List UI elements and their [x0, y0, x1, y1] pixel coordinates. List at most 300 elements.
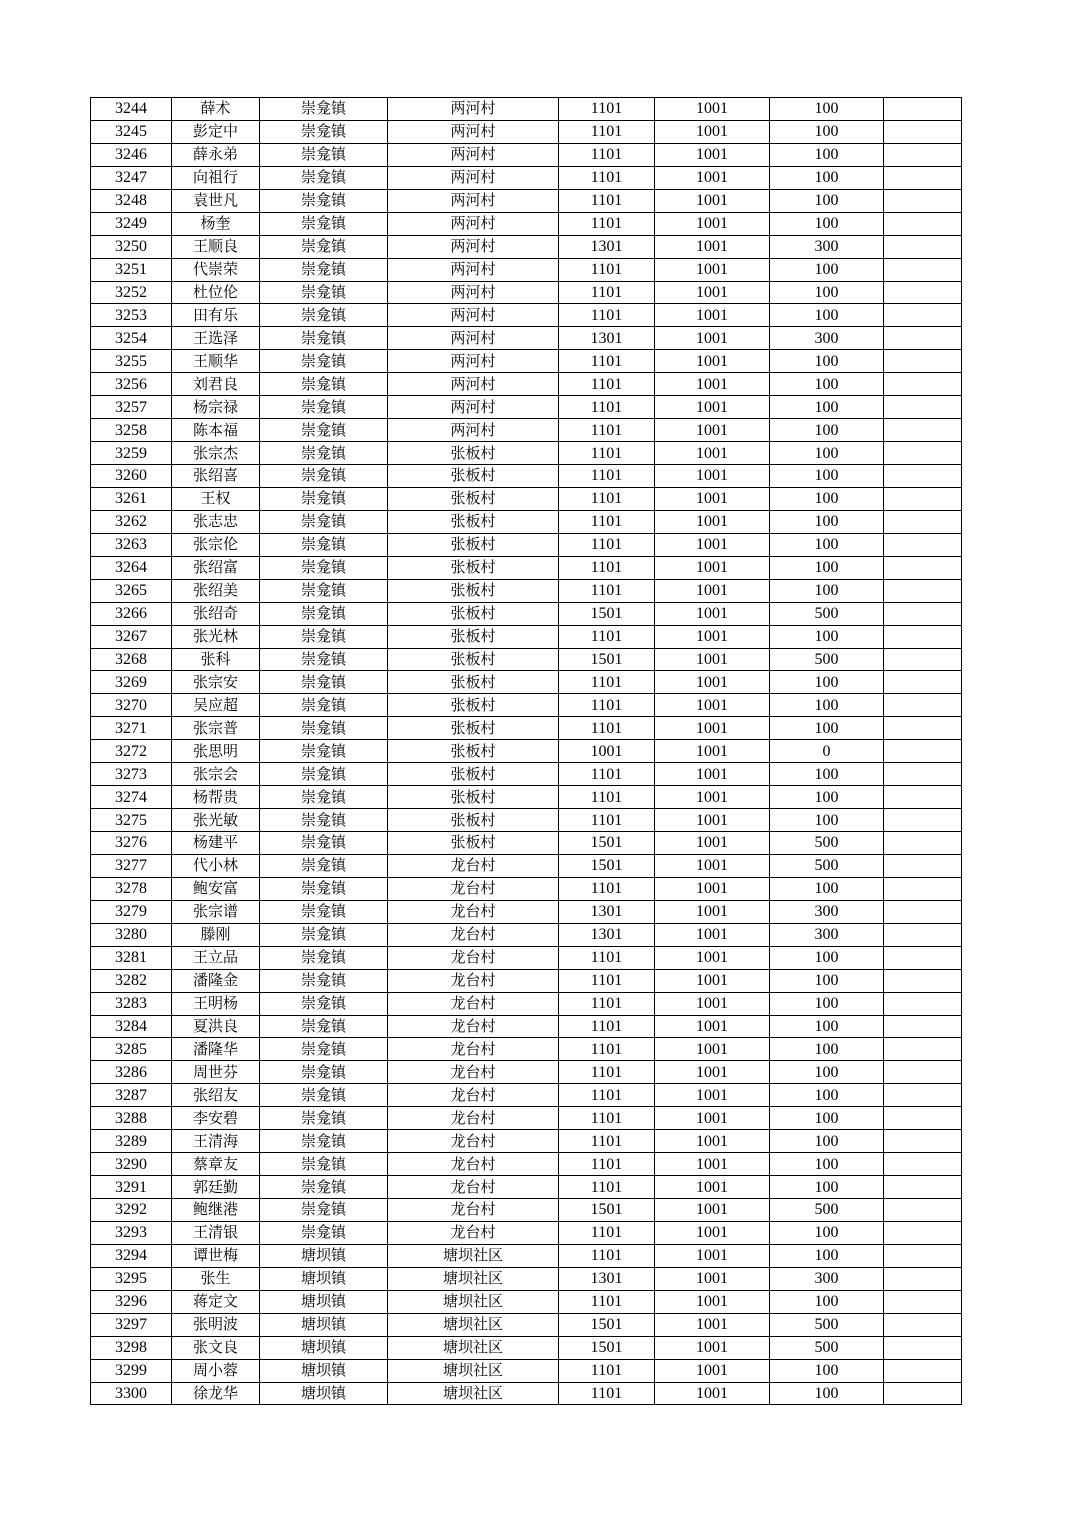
serial-number-cell: 3271 [91, 717, 172, 740]
code-a-cell: 1501 [559, 1199, 655, 1222]
table-row [91, 694, 962, 717]
code-a-cell: 1501 [559, 854, 655, 877]
town-cell: 塘坝镇 [260, 1336, 388, 1359]
town-cell: 崇龛镇 [260, 166, 388, 189]
code-a-cell: 1101 [559, 625, 655, 648]
amount-cell: 500 [770, 1313, 884, 1336]
code-a-cell: 1101 [559, 786, 655, 809]
remark-cell [884, 304, 962, 327]
code-b-cell: 1001 [655, 1038, 770, 1061]
amount-cell: 100 [770, 556, 884, 579]
village-cell: 两河村 [388, 235, 559, 258]
serial-number-cell: 3277 [91, 854, 172, 877]
serial-number-cell: 3244 [91, 98, 172, 121]
table-row [91, 396, 962, 419]
village-cell: 张板村 [388, 442, 559, 465]
village-cell: 龙台村 [388, 1176, 559, 1199]
amount-cell: 100 [770, 465, 884, 488]
table-row [91, 1221, 962, 1244]
amount-cell: 100 [770, 1015, 884, 1038]
table-row [91, 832, 962, 855]
remark-cell [884, 327, 962, 350]
remark-cell [884, 212, 962, 235]
code-a-cell: 1301 [559, 235, 655, 258]
name-cell: 杜位伦 [172, 281, 260, 304]
amount-cell: 100 [770, 1130, 884, 1153]
serial-number-cell: 3279 [91, 900, 172, 923]
amount-cell: 100 [770, 533, 884, 556]
town-cell: 崇龛镇 [260, 235, 388, 258]
code-b-cell: 1001 [655, 396, 770, 419]
remark-cell [884, 1313, 962, 1336]
code-b-cell: 1001 [655, 1359, 770, 1382]
code-a-cell: 1101 [559, 350, 655, 373]
serial-number-cell: 3248 [91, 189, 172, 212]
code-a-cell: 1101 [559, 579, 655, 602]
village-cell: 龙台村 [388, 1107, 559, 1130]
town-cell: 崇龛镇 [260, 327, 388, 350]
serial-number-cell: 3254 [91, 327, 172, 350]
town-cell: 塘坝镇 [260, 1244, 388, 1267]
amount-cell: 100 [770, 786, 884, 809]
table-row [91, 258, 962, 281]
name-cell: 陈本福 [172, 419, 260, 442]
amount-cell: 100 [770, 373, 884, 396]
code-b-cell: 1001 [655, 854, 770, 877]
town-cell: 崇龛镇 [260, 648, 388, 671]
serial-number-cell: 3281 [91, 946, 172, 969]
village-cell: 塘坝社区 [388, 1382, 559, 1405]
name-cell: 薛永弟 [172, 143, 260, 166]
remark-cell [884, 671, 962, 694]
name-cell: 张绍富 [172, 556, 260, 579]
code-a-cell: 1101 [559, 98, 655, 121]
code-b-cell: 1001 [655, 877, 770, 900]
serial-number-cell: 3253 [91, 304, 172, 327]
village-cell: 两河村 [388, 304, 559, 327]
code-b-cell: 1001 [655, 1267, 770, 1290]
serial-number-cell: 3282 [91, 969, 172, 992]
code-a-cell: 1101 [559, 809, 655, 832]
amount-cell: 100 [770, 671, 884, 694]
code-a-cell: 1101 [559, 1015, 655, 1038]
town-cell: 崇龛镇 [260, 579, 388, 602]
village-cell: 塘坝社区 [388, 1336, 559, 1359]
serial-number-cell: 3246 [91, 143, 172, 166]
village-cell: 龙台村 [388, 900, 559, 923]
serial-number-cell: 3269 [91, 671, 172, 694]
village-cell: 龙台村 [388, 1130, 559, 1153]
village-cell: 张板村 [388, 465, 559, 488]
name-cell: 王权 [172, 487, 260, 510]
code-a-cell: 1301 [559, 923, 655, 946]
remark-cell [884, 166, 962, 189]
serial-number-cell: 3256 [91, 373, 172, 396]
amount-cell: 100 [770, 120, 884, 143]
village-cell: 龙台村 [388, 969, 559, 992]
village-cell: 张板村 [388, 602, 559, 625]
name-cell: 鲍安富 [172, 877, 260, 900]
remark-cell [884, 694, 962, 717]
table-row [91, 120, 962, 143]
code-b-cell: 1001 [655, 946, 770, 969]
town-cell: 崇龛镇 [260, 1199, 388, 1222]
code-b-cell: 1001 [655, 419, 770, 442]
town-cell: 塘坝镇 [260, 1359, 388, 1382]
table-row [91, 969, 962, 992]
remark-cell [884, 442, 962, 465]
town-cell: 崇龛镇 [260, 396, 388, 419]
town-cell: 塘坝镇 [260, 1313, 388, 1336]
code-a-cell: 1101 [559, 487, 655, 510]
name-cell: 李安碧 [172, 1107, 260, 1130]
remark-cell [884, 923, 962, 946]
table-row [91, 1130, 962, 1153]
code-b-cell: 1001 [655, 350, 770, 373]
town-cell: 崇龛镇 [260, 143, 388, 166]
name-cell: 张明波 [172, 1313, 260, 1336]
village-cell: 张板村 [388, 579, 559, 602]
town-cell: 崇龛镇 [260, 442, 388, 465]
remark-cell [884, 98, 962, 121]
code-a-cell: 1101 [559, 877, 655, 900]
table-row [91, 1199, 962, 1222]
village-cell: 两河村 [388, 98, 559, 121]
remark-cell [884, 1130, 962, 1153]
town-cell: 崇龛镇 [260, 350, 388, 373]
records-table [90, 97, 962, 1405]
amount-cell: 100 [770, 258, 884, 281]
code-a-cell: 1101 [559, 763, 655, 786]
amount-cell: 100 [770, 98, 884, 121]
town-cell: 崇龛镇 [260, 1107, 388, 1130]
town-cell: 崇龛镇 [260, 923, 388, 946]
name-cell: 张宗伦 [172, 533, 260, 556]
serial-number-cell: 3258 [91, 419, 172, 442]
town-cell: 崇龛镇 [260, 1176, 388, 1199]
serial-number-cell: 3257 [91, 396, 172, 419]
remark-cell [884, 258, 962, 281]
code-b-cell: 1001 [655, 1313, 770, 1336]
serial-number-cell: 3272 [91, 740, 172, 763]
amount-cell: 100 [770, 877, 884, 900]
name-cell: 王顺良 [172, 235, 260, 258]
name-cell: 杨宗禄 [172, 396, 260, 419]
table-row [91, 373, 962, 396]
name-cell: 张光林 [172, 625, 260, 648]
remark-cell [884, 510, 962, 533]
name-cell: 王清海 [172, 1130, 260, 1153]
code-b-cell: 1001 [655, 1153, 770, 1176]
town-cell: 崇龛镇 [260, 625, 388, 648]
name-cell: 夏洪良 [172, 1015, 260, 1038]
amount-cell: 100 [770, 992, 884, 1015]
code-b-cell: 1001 [655, 694, 770, 717]
town-cell: 崇龛镇 [260, 281, 388, 304]
name-cell: 张光敏 [172, 809, 260, 832]
amount-cell: 300 [770, 900, 884, 923]
table-row [91, 671, 962, 694]
table-row [91, 350, 962, 373]
code-a-cell: 1001 [559, 740, 655, 763]
name-cell: 张绍友 [172, 1084, 260, 1107]
town-cell: 崇龛镇 [260, 671, 388, 694]
serial-number-cell: 3262 [91, 510, 172, 533]
name-cell: 徐龙华 [172, 1382, 260, 1405]
remark-cell [884, 1199, 962, 1222]
remark-cell [884, 465, 962, 488]
name-cell: 向祖行 [172, 166, 260, 189]
code-a-cell: 1101 [559, 166, 655, 189]
name-cell: 杨建平 [172, 832, 260, 855]
town-cell: 崇龛镇 [260, 1221, 388, 1244]
amount-cell: 500 [770, 854, 884, 877]
town-cell: 崇龛镇 [260, 740, 388, 763]
code-b-cell: 1001 [655, 465, 770, 488]
town-cell: 崇龛镇 [260, 1130, 388, 1153]
table-row [91, 189, 962, 212]
code-a-cell: 1101 [559, 1221, 655, 1244]
serial-number-cell: 3287 [91, 1084, 172, 1107]
village-cell: 龙台村 [388, 923, 559, 946]
amount-cell: 300 [770, 923, 884, 946]
name-cell: 张绍美 [172, 579, 260, 602]
town-cell: 崇龛镇 [260, 809, 388, 832]
code-b-cell: 1001 [655, 1015, 770, 1038]
code-b-cell: 1001 [655, 1130, 770, 1153]
code-b-cell: 1001 [655, 556, 770, 579]
village-cell: 两河村 [388, 212, 559, 235]
name-cell: 鲍继港 [172, 1199, 260, 1222]
code-b-cell: 1001 [655, 809, 770, 832]
code-b-cell: 1001 [655, 442, 770, 465]
code-a-cell: 1501 [559, 832, 655, 855]
village-cell: 张板村 [388, 717, 559, 740]
name-cell: 王立品 [172, 946, 260, 969]
remark-cell [884, 969, 962, 992]
table-row [91, 809, 962, 832]
remark-cell [884, 648, 962, 671]
town-cell: 崇龛镇 [260, 1038, 388, 1061]
town-cell: 崇龛镇 [260, 717, 388, 740]
code-a-cell: 1101 [559, 1244, 655, 1267]
remark-cell [884, 1015, 962, 1038]
table-row [91, 1244, 962, 1267]
table-row [91, 442, 962, 465]
serial-number-cell: 3267 [91, 625, 172, 648]
village-cell: 龙台村 [388, 854, 559, 877]
amount-cell: 100 [770, 189, 884, 212]
code-a-cell: 1101 [559, 556, 655, 579]
table-row [91, 465, 962, 488]
village-cell: 两河村 [388, 258, 559, 281]
town-cell: 崇龛镇 [260, 1061, 388, 1084]
amount-cell: 300 [770, 235, 884, 258]
remark-cell [884, 1244, 962, 1267]
village-cell: 张板村 [388, 786, 559, 809]
town-cell: 塘坝镇 [260, 1290, 388, 1313]
code-a-cell: 1101 [559, 396, 655, 419]
code-b-cell: 1001 [655, 648, 770, 671]
code-b-cell: 1001 [655, 740, 770, 763]
remark-cell [884, 373, 962, 396]
village-cell: 两河村 [388, 143, 559, 166]
remark-cell [884, 1084, 962, 1107]
town-cell: 崇龛镇 [260, 487, 388, 510]
code-a-cell: 1101 [559, 258, 655, 281]
town-cell: 崇龛镇 [260, 1015, 388, 1038]
name-cell: 张生 [172, 1267, 260, 1290]
remark-cell [884, 877, 962, 900]
name-cell: 王明杨 [172, 992, 260, 1015]
table-row [91, 1382, 962, 1405]
amount-cell: 300 [770, 1267, 884, 1290]
amount-cell: 500 [770, 832, 884, 855]
code-b-cell: 1001 [655, 1244, 770, 1267]
serial-number-cell: 3288 [91, 1107, 172, 1130]
town-cell: 崇龛镇 [260, 946, 388, 969]
name-cell: 袁世凡 [172, 189, 260, 212]
remark-cell [884, 1336, 962, 1359]
serial-number-cell: 3259 [91, 442, 172, 465]
serial-number-cell: 3298 [91, 1336, 172, 1359]
town-cell: 崇龛镇 [260, 1084, 388, 1107]
village-cell: 张板村 [388, 510, 559, 533]
serial-number-cell: 3286 [91, 1061, 172, 1084]
name-cell: 杨帮贵 [172, 786, 260, 809]
serial-number-cell: 3285 [91, 1038, 172, 1061]
town-cell: 崇龛镇 [260, 900, 388, 923]
code-b-cell: 1001 [655, 992, 770, 1015]
remark-cell [884, 143, 962, 166]
name-cell: 潘隆金 [172, 969, 260, 992]
village-cell: 龙台村 [388, 1038, 559, 1061]
serial-number-cell: 3296 [91, 1290, 172, 1313]
village-cell: 张板村 [388, 671, 559, 694]
amount-cell: 100 [770, 419, 884, 442]
code-b-cell: 1001 [655, 625, 770, 648]
remark-cell [884, 1359, 962, 1382]
table-row [91, 992, 962, 1015]
code-a-cell: 1301 [559, 327, 655, 350]
table-row [91, 579, 962, 602]
town-cell: 崇龛镇 [260, 1153, 388, 1176]
name-cell: 张宗杰 [172, 442, 260, 465]
code-a-cell: 1101 [559, 442, 655, 465]
amount-cell: 100 [770, 143, 884, 166]
amount-cell: 100 [770, 1084, 884, 1107]
village-cell: 龙台村 [388, 1199, 559, 1222]
amount-cell: 100 [770, 212, 884, 235]
village-cell: 龙台村 [388, 992, 559, 1015]
remark-cell [884, 235, 962, 258]
serial-number-cell: 3297 [91, 1313, 172, 1336]
code-b-cell: 1001 [655, 98, 770, 121]
name-cell: 张宗会 [172, 763, 260, 786]
code-a-cell: 1301 [559, 900, 655, 923]
code-a-cell: 1101 [559, 189, 655, 212]
code-a-cell: 1501 [559, 1336, 655, 1359]
serial-number-cell: 3291 [91, 1176, 172, 1199]
table-row [91, 304, 962, 327]
village-cell: 两河村 [388, 281, 559, 304]
remark-cell [884, 809, 962, 832]
amount-cell: 100 [770, 1221, 884, 1244]
village-cell: 龙台村 [388, 1084, 559, 1107]
code-a-cell: 1101 [559, 992, 655, 1015]
code-a-cell: 1101 [559, 1290, 655, 1313]
serial-number-cell: 3247 [91, 166, 172, 189]
amount-cell: 100 [770, 809, 884, 832]
serial-number-cell: 3264 [91, 556, 172, 579]
table-row [91, 556, 962, 579]
village-cell: 两河村 [388, 373, 559, 396]
table-row [91, 602, 962, 625]
remark-cell [884, 717, 962, 740]
code-a-cell: 1101 [559, 304, 655, 327]
table-body [91, 98, 962, 1405]
name-cell: 彭定中 [172, 120, 260, 143]
amount-cell: 100 [770, 969, 884, 992]
village-cell: 两河村 [388, 120, 559, 143]
table-row [91, 533, 962, 556]
village-cell: 张板村 [388, 533, 559, 556]
amount-cell: 100 [770, 350, 884, 373]
town-cell: 崇龛镇 [260, 832, 388, 855]
village-cell: 塘坝社区 [388, 1290, 559, 1313]
name-cell: 杨奎 [172, 212, 260, 235]
name-cell: 张绍喜 [172, 465, 260, 488]
village-cell: 张板村 [388, 763, 559, 786]
table-row [91, 1313, 962, 1336]
code-b-cell: 1001 [655, 1336, 770, 1359]
code-b-cell: 1001 [655, 923, 770, 946]
village-cell: 张板村 [388, 809, 559, 832]
serial-number-cell: 3274 [91, 786, 172, 809]
town-cell: 崇龛镇 [260, 969, 388, 992]
code-b-cell: 1001 [655, 1290, 770, 1313]
name-cell: 滕刚 [172, 923, 260, 946]
amount-cell: 100 [770, 1176, 884, 1199]
town-cell: 崇龛镇 [260, 763, 388, 786]
table-row [91, 1267, 962, 1290]
table-row [91, 923, 962, 946]
amount-cell: 100 [770, 946, 884, 969]
serial-number-cell: 3293 [91, 1221, 172, 1244]
code-b-cell: 1001 [655, 327, 770, 350]
serial-number-cell: 3299 [91, 1359, 172, 1382]
code-b-cell: 1001 [655, 533, 770, 556]
code-b-cell: 1001 [655, 189, 770, 212]
town-cell: 崇龛镇 [260, 98, 388, 121]
code-b-cell: 1001 [655, 143, 770, 166]
code-a-cell: 1101 [559, 1176, 655, 1199]
code-a-cell: 1101 [559, 694, 655, 717]
code-b-cell: 1001 [655, 763, 770, 786]
name-cell: 蒋定文 [172, 1290, 260, 1313]
amount-cell: 100 [770, 579, 884, 602]
amount-cell: 100 [770, 694, 884, 717]
town-cell: 崇龛镇 [260, 212, 388, 235]
remark-cell [884, 281, 962, 304]
village-cell: 张板村 [388, 487, 559, 510]
town-cell: 塘坝镇 [260, 1382, 388, 1405]
name-cell: 张科 [172, 648, 260, 671]
name-cell: 张绍奇 [172, 602, 260, 625]
serial-number-cell: 3294 [91, 1244, 172, 1267]
remark-cell [884, 740, 962, 763]
code-a-cell: 1101 [559, 1153, 655, 1176]
